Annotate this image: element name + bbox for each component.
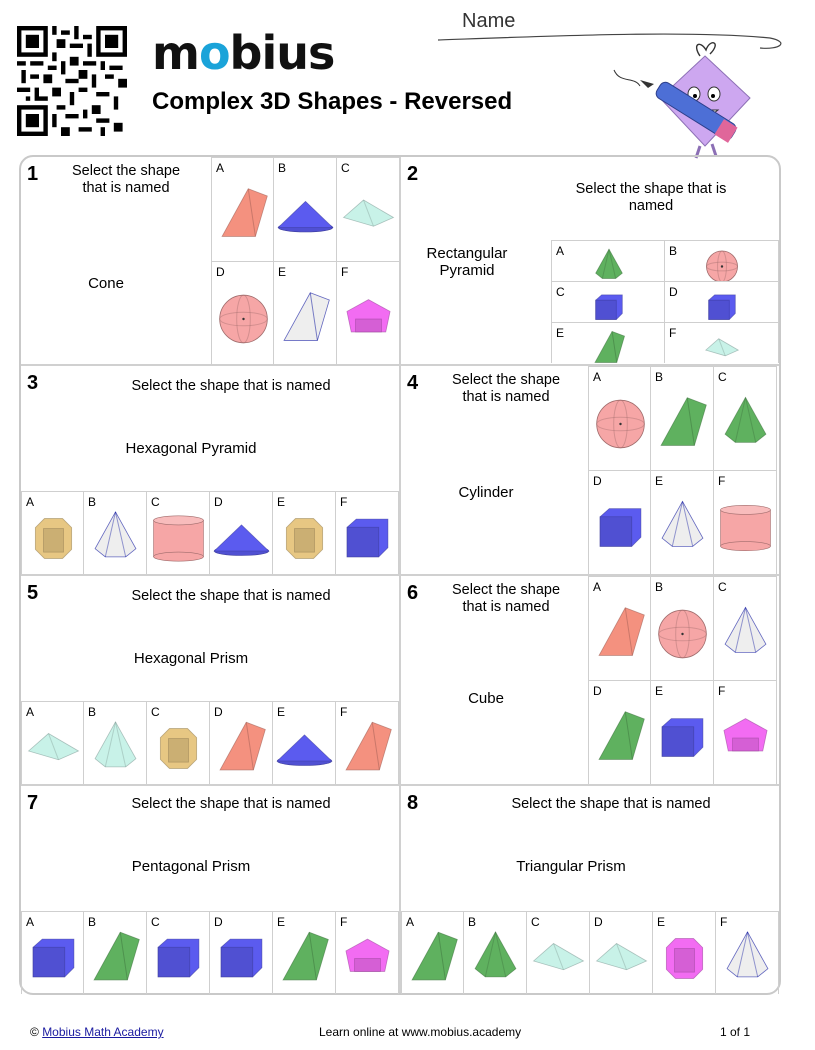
choice-letter: B	[88, 705, 97, 719]
choice-letter: F	[340, 495, 348, 509]
choice-letter: B	[655, 370, 664, 384]
answer-choice-f[interactable]	[714, 680, 777, 784]
choice-letter: B	[655, 580, 664, 594]
question-4	[401, 366, 779, 574]
choice-letter: A	[216, 161, 225, 175]
mascot-illustration	[600, 36, 790, 160]
choice-letter: F	[720, 915, 728, 929]
shape-icon	[552, 323, 666, 364]
choice-letter: E	[655, 474, 664, 488]
choice-letter: B	[669, 244, 678, 258]
answer-choice-d[interactable]	[210, 491, 273, 574]
choice-letter: C	[556, 285, 565, 299]
choice-letter: E	[277, 915, 286, 929]
question-instruction: Select the shape that is named	[71, 163, 181, 196]
question-number: 5	[27, 582, 39, 604]
mobius-logo: mobius	[152, 26, 335, 80]
question-3	[21, 366, 399, 574]
answer-choice-b[interactable]	[84, 701, 147, 784]
question-number: 3	[27, 372, 39, 394]
choice-letter: E	[278, 265, 287, 279]
answer-choice-c[interactable]	[147, 491, 210, 574]
answer-choice-d[interactable]	[211, 261, 274, 365]
answer-choice-f[interactable]	[336, 491, 399, 574]
question-instruction: Select the shape that is named	[511, 796, 711, 812]
shape-name: Pentagonal Prism	[131, 858, 251, 875]
answer-choice-e[interactable]	[653, 911, 716, 994]
answer-choice-f[interactable]	[337, 261, 400, 365]
choice-letter: B	[468, 915, 477, 929]
name-label: Name	[462, 10, 516, 32]
choice-letter: D	[214, 705, 223, 719]
page-number: 1 of 1	[720, 1025, 751, 1039]
question-number: 8	[407, 792, 419, 814]
choice-letter: A	[26, 495, 35, 509]
question-8	[401, 786, 779, 994]
question-instruction: Select the shape that is named	[131, 796, 331, 812]
shape-name: Cube	[468, 690, 504, 707]
shape-name: Cone	[88, 275, 124, 292]
choice-letter: F	[340, 915, 348, 929]
answer-choice-d[interactable]	[588, 680, 651, 784]
choice-letter: F	[340, 705, 348, 719]
footer-website: Learn online at www.mobius.academy	[319, 1025, 522, 1039]
answer-choice-a[interactable]	[401, 911, 464, 994]
choice-letter: B	[278, 161, 287, 175]
choice-letter: A	[26, 705, 35, 719]
choice-letter: C	[718, 580, 727, 594]
shape-icon	[665, 282, 779, 323]
choice-letter: A	[593, 370, 602, 384]
shape-name: Hexagonal Prism	[133, 650, 249, 667]
question-instruction: Select the shape that is named	[451, 372, 561, 405]
choice-letter: F	[718, 684, 726, 698]
answer-choice-a[interactable]	[211, 157, 274, 261]
answer-choice-f[interactable]	[716, 911, 779, 994]
answer-choice-c[interactable]	[337, 157, 400, 261]
choice-letter: E	[277, 495, 286, 509]
question-instruction: Select the shape that is named	[131, 588, 331, 604]
footer-copyright: © Mobius Math Academy	[30, 1025, 164, 1039]
shape-name: Triangular Prism	[516, 858, 626, 875]
choice-letter: E	[657, 915, 666, 929]
answer-choice-e[interactable]	[651, 470, 714, 574]
question-5	[21, 576, 399, 784]
qr-code	[16, 26, 128, 136]
shape-icon	[665, 241, 779, 282]
answer-choice-b[interactable]	[274, 157, 337, 261]
question-instruction: Select the shape that is named	[131, 378, 331, 394]
choice-letter: D	[669, 285, 678, 299]
shape-icon	[552, 241, 666, 282]
answer-choice-b[interactable]	[84, 491, 147, 574]
answer-choice-b[interactable]	[651, 366, 714, 470]
question-number: 6	[407, 582, 419, 604]
answer-choice-e[interactable]	[273, 911, 336, 994]
shape-name: Hexagonal Pyramid	[125, 440, 257, 457]
answer-choice-c[interactable]	[551, 281, 665, 322]
choice-letter: B	[88, 915, 97, 929]
question-number: 1	[27, 163, 39, 185]
worksheet-title: Complex 3D Shapes - Reversed	[152, 88, 513, 115]
choice-letter: C	[531, 915, 540, 929]
shape-icon	[552, 282, 666, 323]
answer-choice-a[interactable]	[21, 911, 84, 994]
shape-icon	[665, 323, 779, 364]
choice-letter: A	[406, 915, 415, 929]
shape-name: Rectangular Pyramid	[426, 245, 508, 279]
answer-choice-f[interactable]	[665, 322, 779, 363]
answer-choice-a[interactable]	[21, 491, 84, 574]
answer-choice-e[interactable]	[551, 322, 665, 363]
choice-letter: E	[655, 684, 664, 698]
choice-letter: C	[151, 705, 160, 719]
answer-choice-b[interactable]	[464, 911, 527, 994]
answer-choice-f[interactable]	[336, 701, 399, 784]
question-number: 4	[407, 372, 419, 394]
choice-letter: D	[216, 265, 225, 279]
question-2	[401, 157, 779, 364]
choice-letter: F	[341, 265, 349, 279]
choice-letter: C	[151, 915, 160, 929]
choice-letter: F	[669, 326, 677, 340]
choice-letter: D	[593, 474, 602, 488]
question-7	[21, 786, 399, 994]
answer-choice-b[interactable]	[651, 576, 714, 680]
choice-letter: B	[88, 495, 97, 509]
answer-choice-f[interactable]	[714, 470, 777, 574]
answer-choice-e[interactable]	[651, 680, 714, 784]
choice-letter: E	[556, 326, 565, 340]
answer-choice-a[interactable]	[551, 240, 665, 281]
answer-choice-c[interactable]	[147, 701, 210, 784]
choice-letter: A	[26, 915, 35, 929]
choice-letter: C	[718, 370, 727, 384]
answer-choice-e[interactable]	[273, 701, 336, 784]
answer-choice-d[interactable]	[590, 911, 653, 994]
shape-name: Cylinder	[458, 484, 514, 501]
question-1	[21, 157, 399, 364]
answer-choice-d[interactable]	[210, 701, 273, 784]
answer-choice-f[interactable]	[336, 911, 399, 994]
choice-letter: D	[594, 915, 603, 929]
mobius-academy-link[interactable]: Mobius Math Academy	[42, 1025, 164, 1039]
answer-choice-d[interactable]	[588, 470, 651, 574]
answer-choice-d[interactable]	[665, 281, 779, 322]
answer-choice-b[interactable]	[84, 911, 147, 994]
answer-choice-c[interactable]	[527, 911, 590, 994]
choice-letter: D	[214, 495, 223, 509]
choice-letter: D	[593, 684, 602, 698]
answer-choice-c[interactable]	[714, 576, 777, 680]
choice-letter: C	[341, 161, 350, 175]
answer-choice-b[interactable]	[665, 240, 779, 281]
choice-letter: C	[151, 495, 160, 509]
answer-choice-a[interactable]	[588, 366, 651, 470]
choice-letter: F	[718, 474, 726, 488]
question-instruction: Select the shape that is named	[451, 582, 561, 615]
choice-letter: D	[214, 915, 223, 929]
choice-letter: A	[556, 244, 565, 258]
choice-letter: A	[593, 580, 602, 594]
question-number: 2	[407, 163, 419, 185]
answer-choice-c[interactable]	[714, 366, 777, 470]
answer-choice-e[interactable]	[274, 261, 337, 365]
answer-choice-e[interactable]	[273, 491, 336, 574]
answer-choice-d[interactable]	[210, 911, 273, 994]
question-instruction: Select the shape that is named	[575, 181, 727, 214]
answer-choice-a[interactable]	[588, 576, 651, 680]
question-6	[401, 576, 779, 784]
choice-letter: E	[277, 705, 286, 719]
question-number: 7	[27, 792, 39, 814]
answer-choice-c[interactable]	[147, 911, 210, 994]
answer-choice-a[interactable]	[21, 701, 84, 784]
